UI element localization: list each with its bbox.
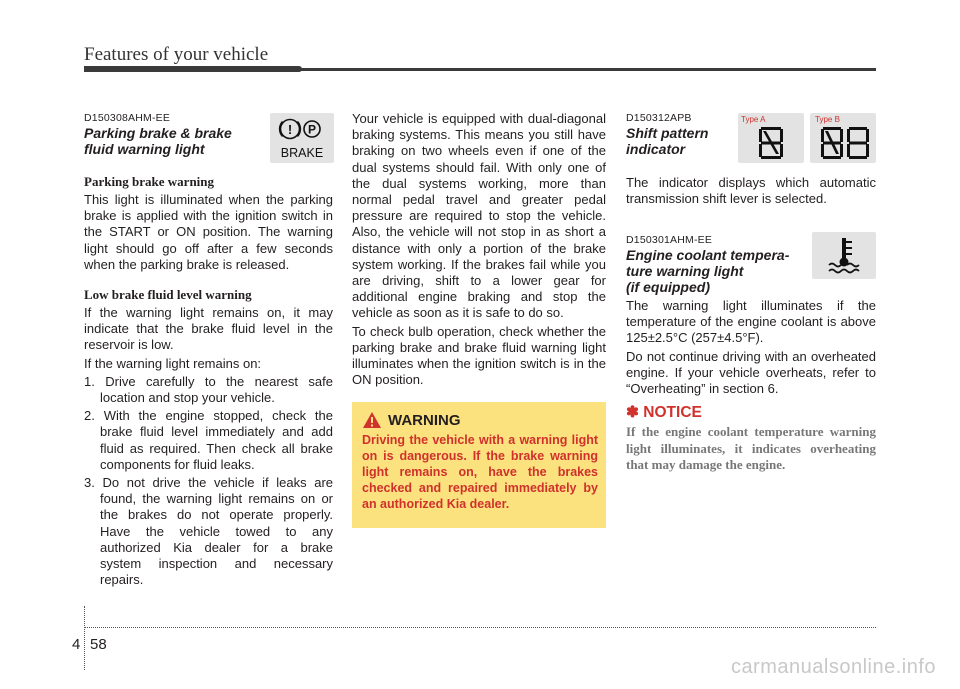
type-b-label: Type B [815,115,840,124]
section-title [84,125,264,157]
section-number: 4 [72,636,81,653]
body-text: The indicator displays which automatic transmission shift lever is selected. [626,175,876,207]
paragraph [626,175,876,207]
body-text: The warning light illuminates if the temperature of the engine coolant is above 125±2.5°C (257±4.5°F). [626,298,876,346]
body-text: Do not continue driving with an overheated engine. If your vehicle overheats, refer to “Overheating” in section 6. [626,348,876,397]
exclamation-glyph: ! [287,122,293,137]
section-title-line: fluid warning light [84,141,205,157]
footer-divider [84,606,85,670]
section-title-line: Parking brake & brake [84,125,232,141]
shift-indicator-type-a [738,113,804,163]
page-number: 58 [90,636,107,653]
list-item: 1. Drive carefully to the nearest safe location and stop your vehicle. [84,373,333,406]
p-glyph: P [307,122,317,137]
type-a-label: Type A [741,115,766,124]
segment-digit-icon [758,126,784,160]
subheading-parking-brake: Parking brake warning [84,174,215,189]
paragraph [84,192,333,273]
section-title-line: (if equipped) [626,279,710,295]
section-code: D150301AHM-EE [626,234,713,246]
body-text: To check bulb operation, check whether the parking brake and brake fluid warning light illuminates when the ignition switch is in the ON position. [352,323,606,388]
thermometer-waves-icon [812,232,876,279]
header-rule-accent [84,66,302,72]
body-text: If the warning light remains on, it may indicate that the brake fluid level in the reservoir is low. [84,305,333,353]
section-title-line: indicator [626,141,686,157]
notice-text: If the engine coolant temperature warning light illuminates, it indicates overheating that may damage the engine. [626,424,876,472]
list-item: 2. With the engine stopped, check the brake fluid level immediately and add fluid as required. Then check all brake components for fluid leaks. [84,408,333,472]
warning-box [352,402,606,528]
page-header-title: Features of your vehicle [84,44,269,65]
footer-rule [84,627,876,628]
section-title [626,247,806,295]
section-title-line: Shift pattern [626,125,709,141]
segment-digits-icon [820,126,872,160]
warning-title: WARNING [388,412,461,429]
list-item: 3. Do not drive the vehicle if leaks are found, the warning light remains on or the brakes do not operate properly. Have the vehicle towed to any authorized Kia dealer for a brake system inspection and necessary repairs. [84,475,333,588]
warning-triangle-icon [362,411,382,429]
section-title-line: Engine coolant tempera- [626,247,790,263]
brake-icon-label: BRAKE [280,146,324,160]
watermark: carmanualsonline.info [730,656,936,678]
body-text: Your vehicle is equipped with dual-diagonal braking systems. This means you still have braking on two wheels even if one of the dual systems should fail. With only one of the dual systems working, more than normal pedal travel and greater pedal pressure are required to stop the vehicle. Also, the vehicle will not stop in as short a distance with only a portion of the brake system working. If the brakes fail while you are driving, shift to a lower gear for additional engine braking and stop the vehicle as soon as it is safe to do so. [352,111,606,321]
brake-warning-icon [270,113,334,163]
brake-symbol-icon [270,113,334,163]
body-text: This light is illuminated when the parking brake is applied with the ignition switch in the START or ON position. The warning light should go off after a few seconds when the parking brake is released. [84,192,333,272]
section-title [626,125,736,157]
notice-title: ✽ NOTICE [626,404,702,421]
section-title-line: ture warning light [626,263,744,279]
body-text: If the warning light remains on: [84,355,262,371]
section-code: D150308AHM-EE [84,112,171,124]
paragraph [626,298,876,397]
paragraph [352,111,606,388]
subheading-brake-fluid: Low brake fluid level warning [84,287,252,302]
coolant-temperature-icon [812,232,876,279]
paragraph [84,305,333,588]
section-code: D150312APB [626,112,692,124]
warning-text: Driving the vehicle with a warning light on is dangerous. If the brake warning light remains on, have the brakes checked and repaired immediately by an authorized Kia dealer. [362,433,598,511]
shift-indicator-type-b [810,113,876,163]
